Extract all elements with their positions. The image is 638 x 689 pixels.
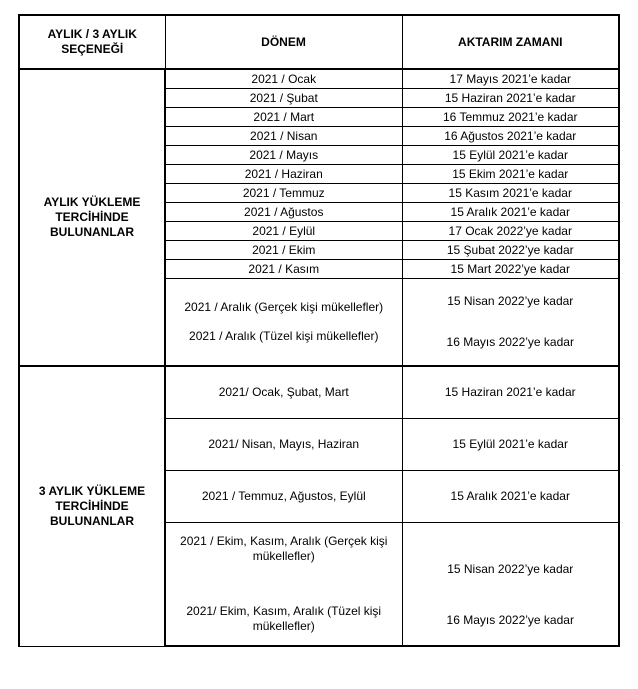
period-cell: 2021 / Mayıs — [165, 146, 402, 165]
table-row — [19, 69, 619, 89]
period-cell: 2021 / Kasım — [165, 260, 402, 279]
quarterly-section — [19, 366, 619, 646]
transfer-time-cell-q4 — [402, 523, 619, 647]
period-cell: 2021 / Ocak — [165, 69, 402, 89]
period-cell: 2021 / Temmuz, Ağustos, Eylül — [165, 471, 402, 523]
time-q4-legal-entities: 16 Mayıs 2022’ye kadar — [446, 613, 574, 627]
time-legal-entities: 16 Mayıs 2022’ye kadar — [446, 335, 574, 349]
monthly-group-label: AYLIK YÜKLEME TERCİHİNDE BULUNANLAR — [19, 69, 165, 366]
period-cell: 2021 / Ağustos — [165, 203, 402, 222]
header-row — [19, 15, 619, 69]
period-cell: 2021 / Ekim — [165, 241, 402, 260]
transfer-time-cell: 17 Mayıs 2021’e kadar — [402, 69, 619, 89]
transfer-time-cell: 15 Eylül 2021’e kadar — [402, 419, 619, 471]
period-legal-entities: 2021 / Aralık (Tüzel kişi mükellefler) — [189, 329, 379, 343]
table-row — [19, 366, 619, 419]
period-cell: 2021/ Nisan, Mayıs, Haziran — [165, 419, 402, 471]
period-q4-real-persons: 2021 / Ekim, Kasım, Aralık (Gerçek kişi mükellefler) — [180, 534, 388, 563]
transfer-time-cell: 15 Şubat 2022’ye kadar — [402, 241, 619, 260]
transfer-time-cell: 15 Mart 2022’ye kadar — [402, 260, 619, 279]
period-q4-legal-entities: 2021/ Ekim, Kasım, Aralık (Tüzel kişi mükellefler) — [186, 604, 382, 633]
transfer-time-cell: 15 Kasım 2021’e kadar — [402, 184, 619, 203]
transfer-time-cell: 15 Eylül 2021’e kadar — [402, 146, 619, 165]
monthly-section — [19, 69, 619, 366]
period-cell-q4 — [165, 523, 402, 647]
period-cell: 2021 / Mart — [165, 108, 402, 127]
time-real-persons: 15 Nisan 2022’ye kadar — [447, 294, 574, 308]
period-cell: 2021 / Şubat — [165, 89, 402, 108]
transfer-time-cell: 15 Haziran 2021’e kadar — [402, 366, 619, 419]
period-cell: 2021 / Temmuz — [165, 184, 402, 203]
period-cell-december — [165, 279, 402, 367]
period-cell: 2021 / Eylül — [165, 222, 402, 241]
period-cell: 2021 / Nisan — [165, 127, 402, 146]
quarterly-group-label: 3 AYLIK YÜKLEME TERCİHİNDE BULUNANLAR — [19, 366, 165, 646]
period-cell: 2021 / Haziran — [165, 165, 402, 184]
transfer-time-cell: 15 Haziran 2021’e kadar — [402, 89, 619, 108]
transfer-time-cell: 16 Ağustos 2021’e kadar — [402, 127, 619, 146]
transfer-time-cell-december — [402, 279, 619, 367]
transfer-time-cell: 17 Ocak 2022’ye kadar — [402, 222, 619, 241]
transfer-schedule-table — [18, 14, 620, 647]
time-q4-real-persons: 15 Nisan 2022’ye kadar — [447, 562, 574, 576]
header-transfer-time: AKTARIM ZAMANI — [402, 15, 619, 69]
transfer-time-cell: 16 Temmuz 2021’e kadar — [402, 108, 619, 127]
transfer-time-cell: 15 Aralık 2021’e kadar — [402, 471, 619, 523]
period-cell: 2021/ Ocak, Şubat, Mart — [165, 366, 402, 419]
header-period: DÖNEM — [165, 15, 402, 69]
period-real-persons: 2021 / Aralık (Gerçek kişi mükellefler) — [184, 300, 384, 314]
transfer-time-cell: 15 Ekim 2021’e kadar — [402, 165, 619, 184]
header-option: AYLIK / 3 AYLIK SEÇENEĞİ — [19, 15, 165, 69]
transfer-time-cell: 15 Aralık 2021’e kadar — [402, 203, 619, 222]
